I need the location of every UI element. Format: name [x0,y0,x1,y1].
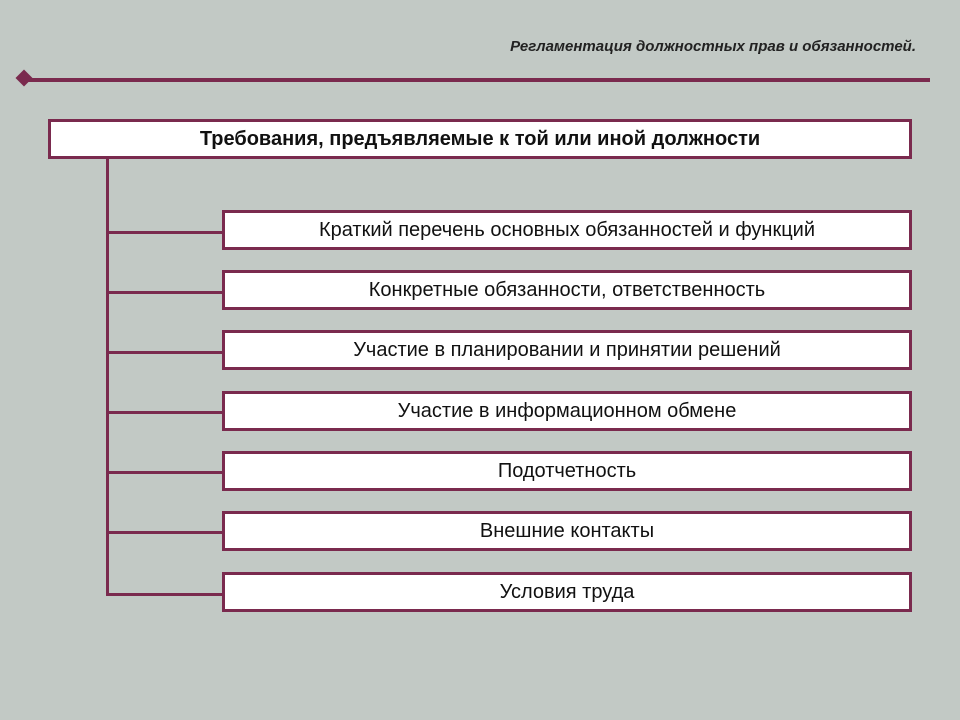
item-box-working-conditions: Условия труда [222,572,912,612]
connector-4 [106,411,223,414]
item-box-responsibility: Конкретные обязанности, ответственность [222,270,912,310]
connector-7 [106,593,223,596]
root-requirements-box: Требования, предъявляемые к той или иной должности [48,119,912,159]
item-box-planning: Участие в планировании и принятии решений [222,330,912,370]
connector-6 [106,531,223,534]
item-box-accountability: Подотчетность [222,451,912,491]
header-divider [26,78,930,82]
tree-trunk-line [106,159,109,595]
connector-2 [106,291,223,294]
connector-3 [106,351,223,354]
item-box-external-contacts: Внешние контакты [222,511,912,551]
slide-subtitle: Регламентация должностных прав и обязанностей. [510,38,916,55]
connector-5 [106,471,223,474]
item-box-duties-summary: Краткий перечень основных обязанностей и функций [222,210,912,250]
item-box-information-exchange: Участие в информационном обмене [222,391,912,431]
connector-1 [106,231,223,234]
